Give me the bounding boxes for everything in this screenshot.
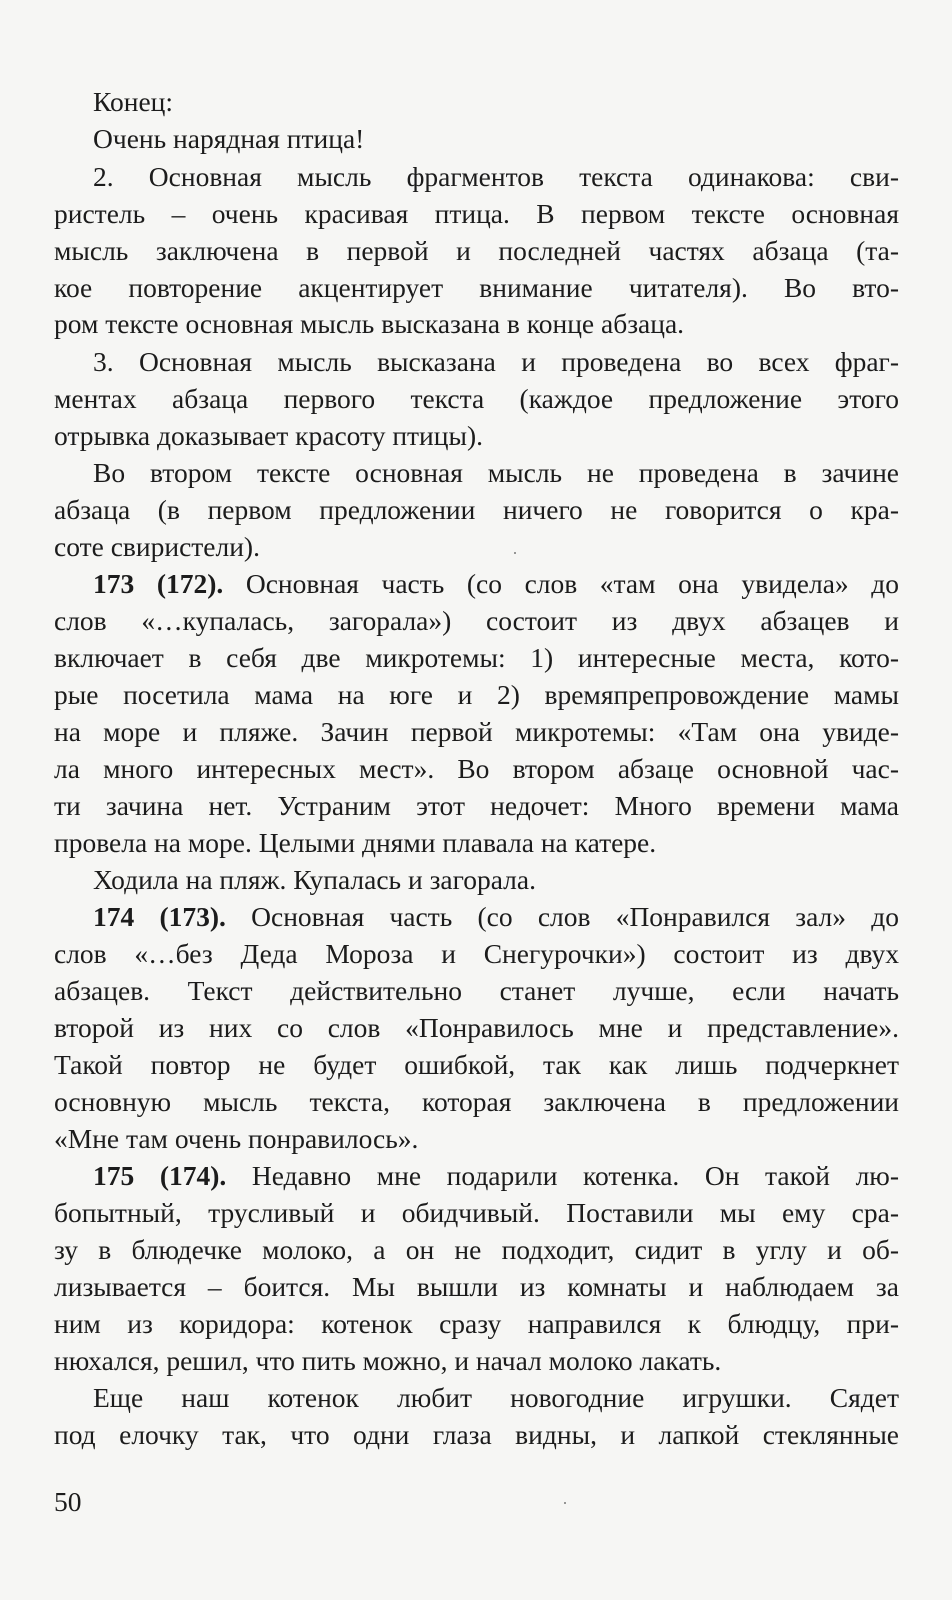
text-line: ром тексте основная мысль высказана в конце абзаца. xyxy=(54,308,685,339)
exercise-number: 174 (173). xyxy=(93,901,226,932)
text-line: Ходила на пляж. Купалась и загорала. xyxy=(93,864,536,895)
text-line: Очень нарядная птица! xyxy=(93,123,365,154)
text-line: лизывается – боится. Мы вышли из комнаты и наблюдаем за xyxy=(54,1271,899,1302)
exercise-174-first-line xyxy=(93,899,899,935)
text-line: отрывка доказывает красоту птицы). xyxy=(54,420,484,451)
text-line: слов «…без Деда Мороза и Снегурочки») состоит из двух xyxy=(54,938,899,969)
text-line: ристель – очень красивая птица. В первом тексте основная xyxy=(54,198,899,229)
text-line: ментах абзаца первого текста (каждое предложение этого xyxy=(54,383,899,414)
text-line: соте свиристели). xyxy=(54,531,260,562)
text-line: ним из коридора: котенок сразу направился к блюдцу, при- xyxy=(54,1308,899,1339)
text-line: бопытный, трусливый и обидчивый. Поставили мы ему сра- xyxy=(54,1197,899,1228)
exercise-number: 175 (174). xyxy=(93,1160,227,1191)
text-line: основную мысль текста, которая заключена в предложении xyxy=(54,1086,899,1117)
text-line: зу в блюдечке молоко, а он не подходит, сидит в углу и об- xyxy=(54,1234,899,1265)
scan-speck xyxy=(564,1502,566,1504)
text-line: Такой повтор не будет ошибкой, так как лишь подчеркнет xyxy=(54,1049,899,1080)
text-line: абзаца (в первом предложении ничего не говорится о кра- xyxy=(54,494,899,525)
text-line: кое повторение акцентирует внимание читателя). Во вто- xyxy=(54,272,899,303)
text-line: абзацев. Текст действительно станет лучше, если начать xyxy=(54,975,899,1006)
text-line: 3. Основная мысль высказана и проведена во всех фраг- xyxy=(93,346,899,377)
page-number: 50 xyxy=(54,1486,82,1517)
exercise-173-first-line xyxy=(93,566,899,602)
text-line: Еще наш котенок любит новогодние игрушки. Сядет xyxy=(93,1382,899,1413)
text-line: рые посетила мама на юге и 2) времяпрепровождение мамы xyxy=(54,679,899,710)
exercise-number: 173 (172). xyxy=(93,568,224,599)
text-line: включает в себя две микротемы: 1) интересные места, кото- xyxy=(54,642,899,673)
text-line: 2. Основная мысль фрагментов текста одинакова: сви- xyxy=(93,161,899,192)
text-line: второй из них со слов «Понравилось мне и представление». xyxy=(54,1012,899,1043)
text-line: нюхался, решил, что пить можно, и начал молоко лакать. xyxy=(54,1345,722,1376)
text-line: слов «…купалась, загорала») состоит из двух абзацев и xyxy=(54,605,899,636)
scan-speck xyxy=(514,552,516,554)
text-line: ти зачина нет. Устраним этот недочет: Много времени мама xyxy=(54,790,899,821)
exercise-175-first-line xyxy=(93,1158,899,1194)
text-line: ла много интересных мест». Во втором абзаце основной час- xyxy=(54,753,899,784)
text-line: Конец: xyxy=(93,86,174,117)
text-line: «Мне там очень понравилось». xyxy=(54,1123,419,1154)
text-line: провела на море. Целыми днями плавала на катере. xyxy=(54,827,657,858)
text-line: мысль заключена в первой и последней частях абзаца (та- xyxy=(54,235,899,266)
text-span: Недавно мне подарили котенка. Он такой лю- xyxy=(226,1160,899,1191)
text-line: на море и пляже. Зачин первой микротемы: «Там она увиде- xyxy=(54,716,899,747)
text-line: под елочку так, что одни глаза видны, и лапкой стеклянные xyxy=(54,1419,899,1450)
text-line: Во втором тексте основная мысль не проведена в зачине xyxy=(93,457,899,488)
text-span: Основная часть (со слов «там она увидела» до xyxy=(223,568,899,599)
text-span: Основная часть (со слов «Понравился зал» до xyxy=(225,901,899,932)
